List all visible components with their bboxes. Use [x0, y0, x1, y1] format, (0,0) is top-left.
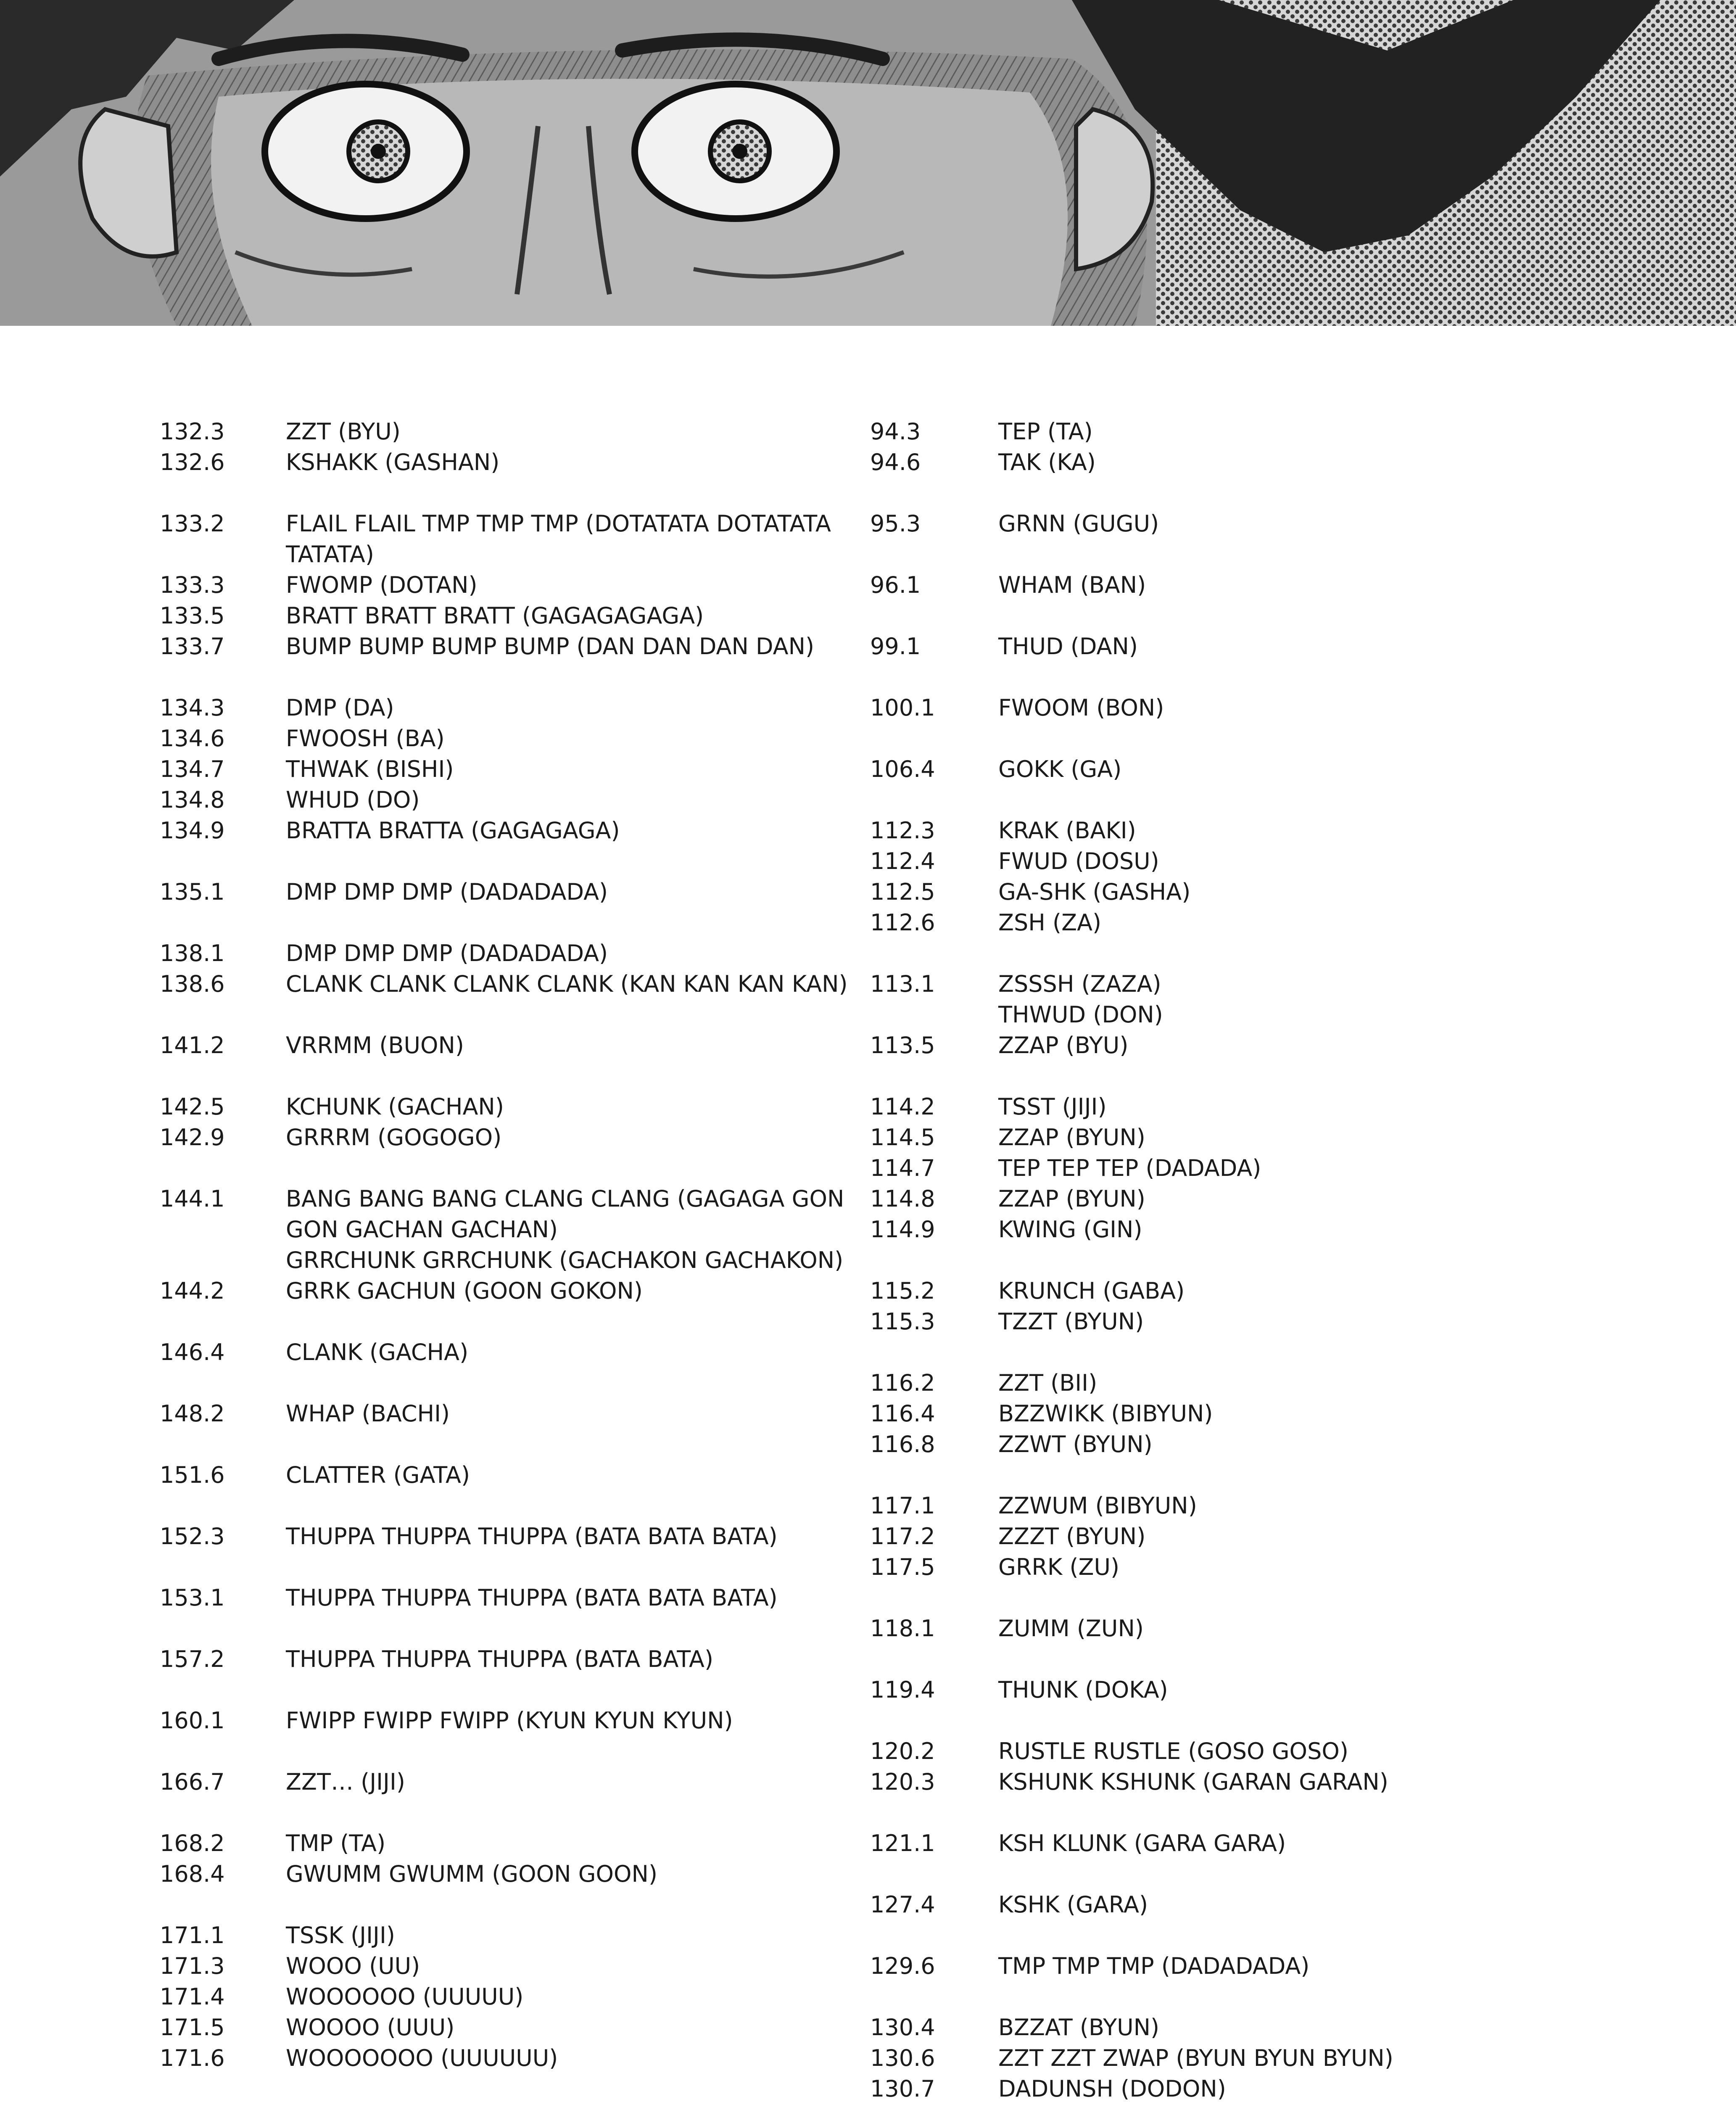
sfx-translation: TZZT (BYUN) — [998, 1308, 1144, 1335]
sfx-entry — [870, 1398, 1627, 1429]
page-panel-number: 115.3 — [870, 1308, 935, 1335]
page-panel-number: 114.8 — [870, 1186, 935, 1212]
page-panel-number: 118.1 — [870, 1615, 935, 1642]
page-panel-number: 94.6 — [870, 449, 921, 475]
sfx-entry — [160, 1337, 849, 1368]
sfx-translation: TAK (KA) — [998, 449, 1096, 475]
group-spacer — [160, 1889, 849, 1920]
sfx-entry — [160, 754, 849, 784]
sfx-translation: ZUMM (ZUN) — [998, 1615, 1144, 1642]
sfx-entry — [160, 1920, 849, 1951]
sfx-translation: GOKK (GA) — [998, 756, 1122, 782]
page-panel-number: 130.7 — [870, 2076, 935, 2102]
group-spacer — [870, 1337, 1627, 1368]
sfx-entry — [160, 1122, 849, 1153]
sfx-entry — [870, 1767, 1627, 1797]
page-panel-number: 132.6 — [160, 449, 225, 475]
page-panel-number: 160.1 — [160, 1707, 225, 1734]
page-panel-number: 116.4 — [870, 1400, 935, 1427]
page-panel-number: 144.1 — [160, 1186, 225, 1212]
sfx-translation: TEP TEP TEP (DADADA) — [998, 1155, 1261, 1181]
page-panel-number: 120.3 — [870, 1769, 935, 1795]
sfx-list-right — [870, 416, 1627, 2102]
sfx-entry — [870, 1306, 1627, 1337]
page-panel-number: 99.1 — [870, 633, 921, 660]
group-spacer — [870, 539, 1627, 570]
sfx-translation: WHAP (BACHI) — [286, 1400, 450, 1427]
sfx-translation: FWUD (DOSU) — [998, 848, 1159, 874]
sfx-translation: RUSTLE RUSTLE (GOSO GOSO) — [998, 1738, 1348, 1764]
group-spacer — [870, 1582, 1627, 1613]
page-panel-number — [870, 999, 998, 1030]
page-panel-number: 142.9 — [160, 1124, 225, 1151]
sfx-translation: ZZT ZZT ZWAP (BYUN BYUN BYUN) — [998, 2045, 1393, 2071]
sfx-entry — [160, 1030, 849, 1061]
page-panel-number: 152.3 — [160, 1523, 225, 1550]
sfx-translation: GA-SHK (GASHA) — [998, 879, 1191, 905]
sfx-entry — [160, 1275, 849, 1306]
page-panel-number: 134.6 — [160, 725, 225, 752]
page-panel-number: 134.8 — [160, 787, 225, 813]
page-panel-number: 121.1 — [870, 1830, 935, 1856]
sfx-entry — [160, 1981, 849, 2012]
page-panel-number: 130.4 — [870, 2014, 935, 2041]
page-panel-number: 138.6 — [160, 971, 225, 997]
group-spacer — [870, 1981, 1627, 2012]
page-panel-number: 148.2 — [160, 1400, 225, 1427]
sfx-translation: THUD (DAN) — [998, 633, 1138, 660]
group-spacer — [870, 938, 1627, 969]
sfx-translation: ZZAP (BYU) — [998, 1032, 1129, 1059]
page-panel-number: 106.4 — [870, 756, 935, 782]
sfx-entry — [160, 1859, 849, 1889]
sfx-entry — [160, 1951, 849, 1981]
group-spacer — [870, 600, 1627, 631]
sfx-translation: KCHUNK (GACHAN) — [286, 1093, 504, 1120]
sfx-translation: FWOOSH (BA) — [286, 725, 445, 752]
sfx-entry — [870, 1030, 1627, 1061]
sfx-translation: THUPPA THUPPA THUPPA (BATA BATA BATA) — [286, 1523, 778, 1550]
sfx-translation: ZZT (BII) — [998, 1370, 1098, 1396]
sfx-translation: KSHUNK KSHUNK (GARAN GARAN) — [998, 1769, 1388, 1795]
sfx-entry — [870, 999, 1627, 1030]
page-panel-number: 127.4 — [870, 1891, 935, 1918]
sfx-entry — [160, 447, 849, 478]
sfx-entry — [870, 1828, 1627, 1859]
page-panel-number: 114.2 — [870, 1093, 935, 1120]
sfx-entry — [870, 1951, 1627, 1981]
page-panel-number: 171.3 — [160, 1953, 225, 1979]
sfx-translation: BUMP BUMP BUMP BUMP (DAN DAN DAN DAN) — [286, 633, 815, 660]
page-panel-number: 112.4 — [870, 848, 935, 874]
group-spacer — [870, 1859, 1627, 1889]
page-panel-number: 94.3 — [870, 418, 921, 445]
sfx-entry — [160, 877, 849, 907]
page-panel-number: 135.1 — [160, 879, 225, 905]
sfx-entry — [160, 508, 849, 570]
group-spacer — [160, 1552, 849, 1582]
sfx-entry — [870, 969, 1627, 999]
sfx-translation: ZSH (ZA) — [998, 909, 1102, 936]
sfx-entry — [870, 447, 1627, 478]
sfx-translation: GRRK GACHUN (GOON GOKON) — [286, 1278, 643, 1304]
sfx-entry — [870, 508, 1627, 539]
sfx-translation: CLANK (GACHA) — [286, 1339, 469, 1365]
sfx-translation: TSSK (JIJI) — [286, 1922, 395, 1949]
page-panel-number: 130.6 — [870, 2045, 935, 2071]
sfx-translation: GWUMM GWUMM (GOON GOON) — [286, 1861, 658, 1887]
group-spacer — [160, 907, 849, 938]
group-spacer — [160, 1797, 849, 1828]
sfx-translation: DMP (DA) — [286, 695, 394, 721]
page-panel-number: 95.3 — [870, 510, 921, 537]
sfx-translation: BRATT BRATT BRATT (GAGAGAGAGA) — [286, 602, 704, 629]
sfx-entry — [160, 570, 849, 600]
page-panel-number: 146.4 — [160, 1339, 225, 1365]
sfx-translation: THUPPA THUPPA THUPPA (BATA BATA BATA) — [286, 1584, 778, 1611]
sfx-translation: DMP DMP DMP (DADADADA) — [286, 879, 608, 905]
sfx-translation: KRAK (BAKI) — [998, 817, 1136, 844]
sfx-translation: KWING (GIN) — [998, 1216, 1142, 1243]
page-panel-number: 112.6 — [870, 909, 935, 936]
sfx-translation: KSH KLUNK (GARA GARA) — [998, 1830, 1286, 1856]
sfx-translation: FWOMP (DOTAN) — [286, 572, 478, 598]
sfx-entry — [870, 2043, 1627, 2073]
sfx-entry — [870, 692, 1627, 723]
sfx-translation: WOOOOOOO (UUUUUU) — [286, 2045, 558, 2071]
sfx-entry — [160, 416, 849, 447]
page-panel-number: 157.2 — [160, 1646, 225, 1672]
sfx-entry — [870, 416, 1627, 447]
page-panel-number: 120.2 — [870, 1738, 935, 1764]
page-panel-number: 168.2 — [160, 1830, 225, 1856]
sfx-translation: TMP (TA) — [286, 1830, 386, 1856]
sfx-entry — [870, 1552, 1627, 1582]
sfx-translation: BRATTA BRATTA (GAGAGAGA) — [286, 817, 620, 844]
page-panel-number: 144.2 — [160, 1278, 225, 1304]
group-spacer — [160, 1490, 849, 1521]
sfx-entry — [870, 1521, 1627, 1552]
page-panel-number: 171.6 — [160, 2045, 225, 2071]
sfx-entry — [870, 1674, 1627, 1705]
page-panel-number: 134.3 — [160, 695, 225, 721]
page-panel-number: 166.7 — [160, 1769, 225, 1795]
group-spacer — [870, 1797, 1627, 1828]
sfx-entry — [870, 846, 1627, 877]
sfx-entry — [870, 1214, 1627, 1245]
sfx-translation: BZZAT (BYUN) — [998, 2014, 1160, 2041]
page-panel-number: 134.7 — [160, 756, 225, 782]
sfx-entry — [870, 1091, 1627, 1122]
sfx-entry — [870, 631, 1627, 662]
wide-eyed-face-illustration — [0, 0, 1736, 326]
sfx-translation: VRRMM (BUON) — [286, 1032, 464, 1059]
sfx-entry — [870, 570, 1627, 600]
page-panel-number: 171.1 — [160, 1922, 225, 1949]
sfx-translation: DADUNSH (DODON) — [998, 2076, 1226, 2102]
group-spacer — [870, 1705, 1627, 1736]
group-spacer — [870, 1920, 1627, 1951]
sfx-entry — [160, 1460, 849, 1490]
page-panel-number: 171.5 — [160, 2014, 225, 2041]
sfx-entry — [870, 1183, 1627, 1214]
sfx-entry — [160, 1183, 849, 1245]
sfx-entry — [870, 1153, 1627, 1183]
sfx-entry — [160, 600, 849, 631]
group-spacer — [160, 1061, 849, 1091]
group-spacer — [870, 1245, 1627, 1275]
group-spacer — [160, 1674, 849, 1705]
page-panel-number: 116.8 — [870, 1431, 935, 1458]
sfx-translation: ZZT (BYU) — [286, 418, 401, 445]
sfx-entry — [870, 1736, 1627, 1767]
group-spacer — [160, 999, 849, 1030]
sfx-translation: TMP TMP TMP (DADADADA) — [998, 1953, 1310, 1979]
group-spacer — [160, 1153, 849, 1183]
sfx-entry — [160, 815, 849, 846]
sfx-entry — [870, 1889, 1627, 1920]
page-panel-number: 100.1 — [870, 695, 935, 721]
page-panel-number: 168.4 — [160, 1861, 225, 1887]
page-panel-number: 112.5 — [870, 879, 935, 905]
sfx-translation: GRNN (GUGU) — [998, 510, 1159, 537]
sfx-entry — [870, 877, 1627, 907]
group-spacer — [160, 478, 849, 508]
sfx-entry — [870, 2012, 1627, 2043]
sfx-translation: FWIPP FWIPP FWIPP (KYUN KYUN KYUN) — [286, 1707, 733, 1734]
sfx-translation: ZZAP (BYUN) — [998, 1186, 1145, 1212]
sfx-entry — [870, 1429, 1627, 1460]
page-panel-number: 171.4 — [160, 1983, 225, 2010]
page-panel-number: 116.2 — [870, 1370, 935, 1396]
sfx-entry — [160, 1644, 849, 1674]
sfx-entry — [160, 631, 849, 662]
page-panel-number: 113.5 — [870, 1032, 935, 1059]
sfx-translation: GRRK (ZU) — [998, 1554, 1120, 1580]
sfx-entry — [870, 1368, 1627, 1398]
sfx-translation: GRRCHUNK GRRCHUNK (GACHAKON GACHAKON) — [286, 1247, 844, 1273]
page-panel-number: 112.3 — [870, 817, 935, 844]
sfx-entry — [870, 1275, 1627, 1306]
sfx-translation: WOOOOOO (UUUUU) — [286, 1983, 524, 2010]
group-spacer — [160, 2073, 849, 2102]
group-spacer — [160, 662, 849, 692]
sfx-entry — [160, 2012, 849, 2043]
group-spacer — [870, 478, 1627, 508]
page-panel-number: 114.7 — [870, 1155, 935, 1181]
page-panel-number: 113.1 — [870, 971, 935, 997]
sfx-translation: GRRRM (GOGOGO) — [286, 1124, 502, 1151]
page-panel-number: 96.1 — [870, 572, 921, 598]
group-spacer — [870, 784, 1627, 815]
sfx-translation: FLAIL FLAIL TMP TMP TMP (DOTATATA DOTATATA TATATA) — [286, 510, 831, 568]
sfx-translation: THUNK (DOKA) — [998, 1677, 1168, 1703]
page-panel-number: 138.1 — [160, 940, 225, 966]
sfx-entry — [870, 1122, 1627, 1153]
group-spacer — [160, 1429, 849, 1460]
sfx-translation: BZZWIKK (BIBYUN) — [998, 1400, 1213, 1427]
sfx-translation: ZZT… (JIJI) — [286, 1769, 405, 1795]
page-panel-number: 117.1 — [870, 1492, 935, 1519]
group-spacer — [160, 846, 849, 877]
manga-art-top — [0, 0, 1736, 326]
page-panel-number: 153.1 — [160, 1584, 225, 1611]
sfx-translation: ZZAP (BYUN) — [998, 1124, 1145, 1151]
group-spacer — [160, 1736, 849, 1767]
sfx-entry — [870, 1490, 1627, 1521]
group-spacer — [870, 1644, 1627, 1674]
sfx-translation: FWOOM (BON) — [998, 695, 1164, 721]
sfx-translation: WHAM (BAN) — [998, 572, 1146, 598]
sfx-entry — [160, 2043, 849, 2073]
sfx-translation: ZZWUM (BIBYUN) — [998, 1492, 1197, 1519]
page-panel-number: 115.2 — [870, 1278, 935, 1304]
sfx-entry — [160, 1582, 849, 1613]
sfx-translation: TEP (TA) — [998, 418, 1093, 445]
sfx-translation: THWUD (DON) — [998, 1001, 1163, 1028]
sfx-entry — [870, 907, 1627, 938]
sfx-translation: KSHAKK (GASHAN) — [286, 449, 500, 475]
sfx-entry — [870, 2073, 1627, 2102]
sfx-entry — [160, 1245, 849, 1275]
sfx-entry — [160, 1398, 849, 1429]
sfx-translation: CLANK CLANK CLANK CLANK (KAN KAN KAN KAN) — [286, 971, 848, 997]
sfx-translation: KSHK (GARA) — [998, 1891, 1148, 1918]
sfx-translation: CLATTER (GATA) — [286, 1462, 470, 1488]
page-panel-number: 133.5 — [160, 602, 225, 629]
sfx-entry — [160, 1767, 849, 1797]
page-panel-number — [160, 1245, 286, 1275]
group-spacer — [160, 1368, 849, 1398]
page-panel-number: 151.6 — [160, 1462, 225, 1488]
group-spacer — [160, 1306, 849, 1337]
page-panel-number: 133.7 — [160, 633, 225, 660]
sfx-translation: BANG BANG BANG CLANG CLANG (GAGAGA GON GON GACHAN GACHAN) — [286, 1186, 844, 1243]
sfx-entry — [870, 1613, 1627, 1644]
sfx-translation: ZZZT (BYUN) — [998, 1523, 1146, 1550]
group-spacer — [870, 1460, 1627, 1490]
sfx-translation: WOOO (UU) — [286, 1953, 420, 1979]
sfx-entry — [160, 784, 849, 815]
page-panel-number: 133.2 — [160, 510, 225, 537]
sfx-entry — [160, 1091, 849, 1122]
page-panel-number: 129.6 — [870, 1953, 935, 1979]
sfx-translation: ZSSSH (ZAZA) — [998, 971, 1161, 997]
page-panel-number: 134.9 — [160, 817, 225, 844]
page-panel-number: 133.3 — [160, 572, 225, 598]
sfx-translation: WOOOO (UUU) — [286, 2014, 455, 2041]
page-panel-number: 114.9 — [870, 1216, 935, 1243]
group-spacer — [870, 723, 1627, 754]
page-panel-number: 141.2 — [160, 1032, 225, 1059]
page-panel-number: 117.2 — [870, 1523, 935, 1550]
sfx-entry — [160, 1521, 849, 1552]
sfx-entry — [160, 938, 849, 969]
page-panel-number: 119.4 — [870, 1677, 935, 1703]
sfx-entry — [870, 754, 1627, 784]
sfx-translation: THUPPA THUPPA THUPPA (BATA BATA) — [286, 1646, 714, 1672]
sfx-translation: DMP DMP DMP (DADADADA) — [286, 940, 608, 966]
page-panel-number: 142.5 — [160, 1093, 225, 1120]
sfx-translation: TSST (JIJI) — [998, 1093, 1107, 1120]
page-panel-number: 132.3 — [160, 418, 225, 445]
group-spacer — [870, 1061, 1627, 1091]
sfx-entry — [870, 815, 1627, 846]
sfx-translation: THWAK (BISHI) — [286, 756, 454, 782]
sfx-translation: ZZWT (BYUN) — [998, 1431, 1153, 1458]
sfx-translation: WHUD (DO) — [286, 787, 420, 813]
page-panel-number: 117.5 — [870, 1554, 935, 1580]
page-panel-number: 114.5 — [870, 1124, 935, 1151]
sfx-entry — [160, 1828, 849, 1859]
sfx-translation: KRUNCH (GABA) — [998, 1278, 1185, 1304]
group-spacer — [160, 1613, 849, 1644]
sfx-list-left — [160, 416, 849, 2102]
sfx-entry — [160, 969, 849, 999]
sfx-entry — [160, 692, 849, 723]
sfx-entry — [160, 723, 849, 754]
group-spacer — [870, 662, 1627, 692]
sfx-entry — [160, 1705, 849, 1736]
